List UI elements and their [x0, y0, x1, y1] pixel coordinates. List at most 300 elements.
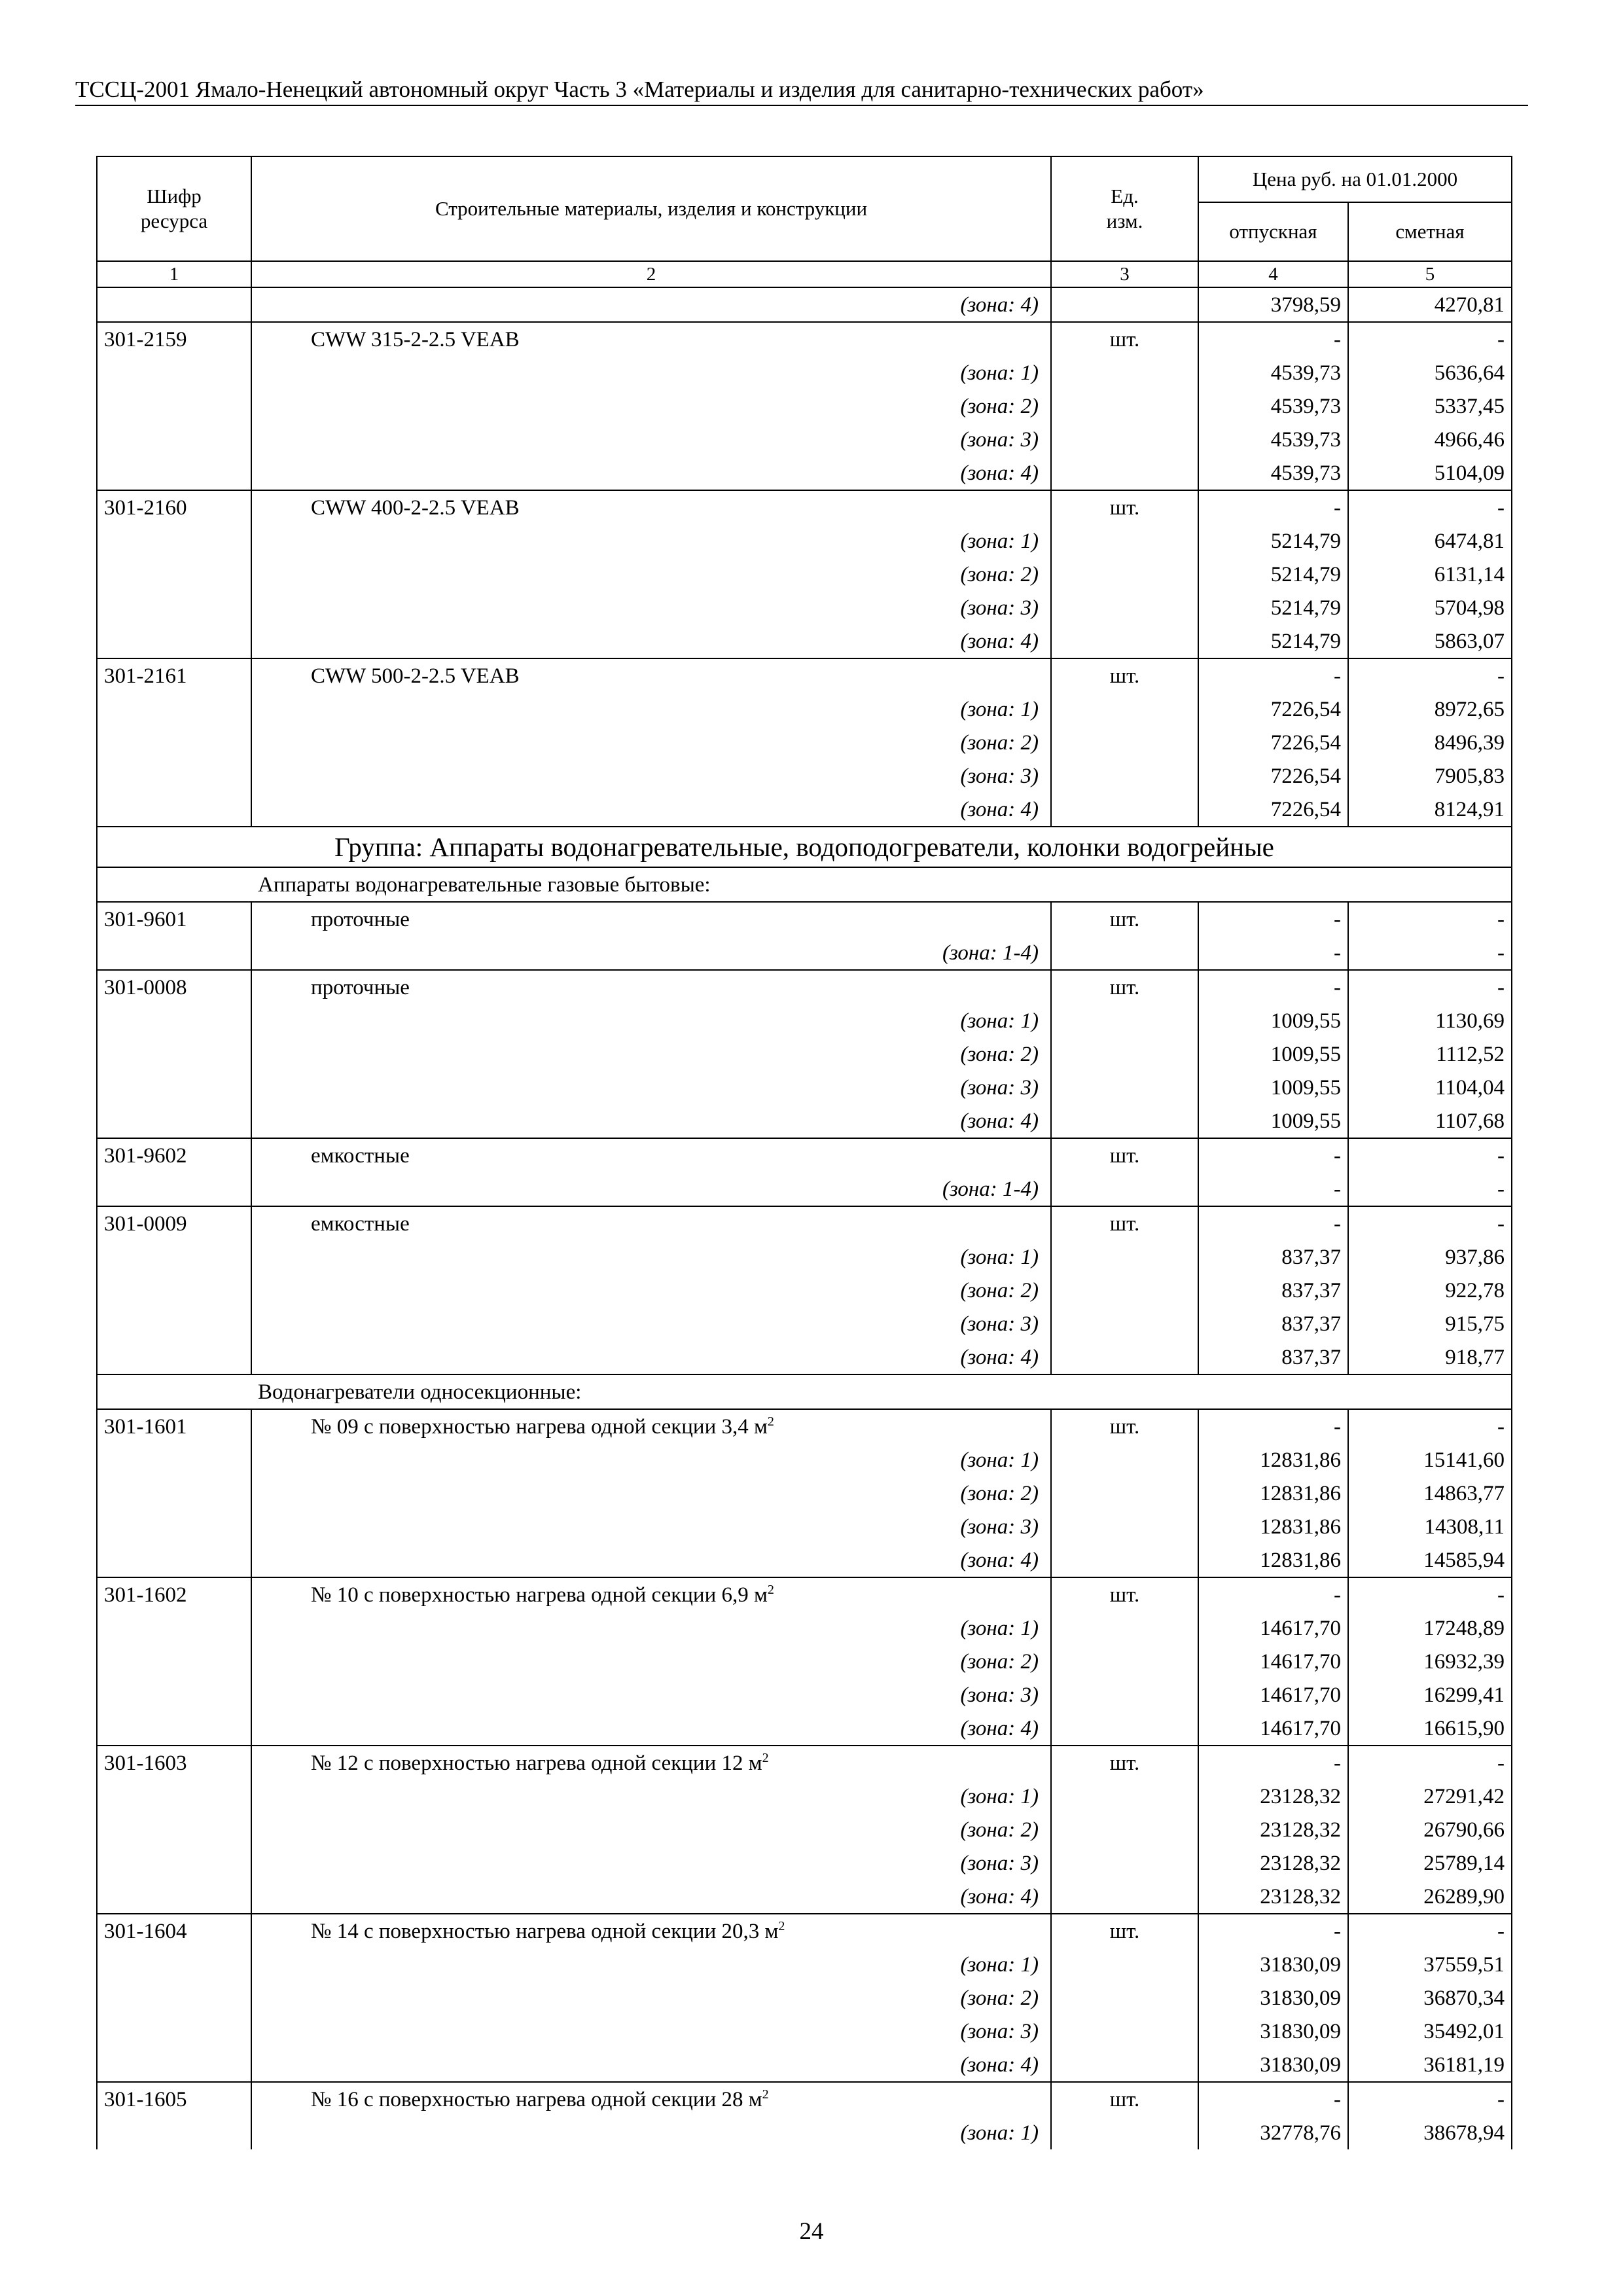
estimate-price: 918,77	[1348, 1340, 1512, 1374]
item-name-text: емкостные	[311, 1211, 410, 1236]
release-price: 7226,54	[1198, 759, 1348, 793]
estimate-price: 8496,39	[1348, 726, 1512, 759]
column-number: 4	[1198, 261, 1348, 287]
release-price: 7226,54	[1198, 726, 1348, 759]
item-name-text: № 09 с поверхностью нагрева одной секции 3,4 м	[311, 1414, 768, 1439]
table-row	[97, 1409, 1512, 1443]
resource-code	[97, 1240, 251, 1274]
zone-label: (зона: 4)	[251, 793, 1051, 827]
estimate-price: -	[1348, 1138, 1512, 1172]
resource-code	[97, 1037, 251, 1071]
item-name-text: № 16 с поверхностью нагрева одной секции 28 м	[311, 2087, 762, 2111]
item-name	[251, 902, 1051, 936]
estimate-price: 1107,68	[1348, 1104, 1512, 1138]
release-price: -	[1198, 970, 1348, 1004]
item-name	[251, 322, 1051, 356]
zone-row	[97, 423, 1512, 456]
release-price: 31830,09	[1198, 2015, 1348, 2048]
zone-row	[97, 624, 1512, 658]
resource-code	[97, 2048, 251, 2082]
unit-cell: шт.	[1051, 1138, 1198, 1172]
unit-cell	[1051, 423, 1198, 456]
resource-code	[97, 1712, 251, 1746]
resource-code	[97, 1645, 251, 1678]
release-price: -	[1198, 1577, 1348, 1611]
estimate-price: -	[1348, 658, 1512, 692]
resource-code: 301-1601	[97, 1409, 251, 1443]
zone-row	[97, 1611, 1512, 1645]
zone-row	[97, 1240, 1512, 1274]
release-price: -	[1198, 902, 1348, 936]
col-head-name: Строительные материалы, изделия и конструкции	[251, 156, 1051, 261]
item-name	[251, 1914, 1051, 1948]
release-price: 4539,73	[1198, 389, 1348, 423]
estimate-price: -	[1348, 1577, 1512, 1611]
subsection-title: Водонагреватели односекционные:	[97, 1374, 1512, 1409]
table-row	[97, 322, 1512, 356]
zone-row	[97, 1071, 1512, 1104]
estimate-price: 5337,45	[1348, 389, 1512, 423]
col-head-release-price: отпускная	[1198, 202, 1348, 261]
zone-label: (зона: 1)	[251, 1004, 1051, 1037]
estimate-price: 36181,19	[1348, 2048, 1512, 2082]
estimate-price: 25789,14	[1348, 1846, 1512, 1880]
resource-code	[97, 1004, 251, 1037]
subsection-row	[97, 867, 1512, 902]
unit-cell	[1051, 1071, 1198, 1104]
unit-cell	[1051, 1611, 1198, 1645]
unit-cell	[1051, 1813, 1198, 1846]
col-head-code: Шифр ресурса	[97, 156, 251, 261]
resource-code	[97, 287, 251, 322]
zone-label: (зона: 3)	[251, 1071, 1051, 1104]
unit-cell	[1051, 1340, 1198, 1374]
item-name-text: CWW 500-2-2.5 VEAB	[311, 664, 520, 688]
table-row	[97, 1914, 1512, 1948]
unit-cell	[1051, 1037, 1198, 1071]
release-price: 23128,32	[1198, 1846, 1348, 1880]
release-price: 1009,55	[1198, 1004, 1348, 1037]
estimate-price: 5863,07	[1348, 624, 1512, 658]
release-price: 5214,79	[1198, 591, 1348, 624]
unit-cell: шт.	[1051, 490, 1198, 524]
release-price: 1009,55	[1198, 1037, 1348, 1071]
resource-code	[97, 1172, 251, 1206]
unit-cell	[1051, 1712, 1198, 1746]
release-price: -	[1198, 1172, 1348, 1206]
group-title: Группа: Аппараты водонагревательные, водоподогреватели, колонки водогрейные	[97, 827, 1512, 867]
estimate-price: 38678,94	[1348, 2116, 1512, 2149]
estimate-price: 4270,81	[1348, 287, 1512, 322]
table-row	[97, 1577, 1512, 1611]
zone-row	[97, 1477, 1512, 1510]
release-price: 3798,59	[1198, 287, 1348, 322]
zone-label: (зона: 3)	[251, 423, 1051, 456]
resource-code	[97, 1477, 251, 1510]
zone-row	[97, 2116, 1512, 2149]
estimate-price: -	[1348, 322, 1512, 356]
resource-code: 301-2160	[97, 490, 251, 524]
unit-cell	[1051, 558, 1198, 591]
zone-label: (зона: 2)	[251, 1813, 1051, 1846]
zone-row	[97, 759, 1512, 793]
unit-cell	[1051, 2048, 1198, 2082]
resource-code	[97, 1274, 251, 1307]
release-price: 837,37	[1198, 1240, 1348, 1274]
unit-cell	[1051, 624, 1198, 658]
zone-row	[97, 1712, 1512, 1746]
zone-label: (зона: 1)	[251, 1611, 1051, 1645]
running-header: ТССЦ-2001 Ямало-Ненецкий автономный округ Часть 3 «Материалы и изделия для санитарно-технических работ»	[75, 77, 1204, 102]
release-price: 1009,55	[1198, 1104, 1348, 1138]
zone-label: (зона: 3)	[251, 1510, 1051, 1543]
unit-cell	[1051, 1543, 1198, 1577]
estimate-price: 8972,65	[1348, 692, 1512, 726]
resource-code: 301-9602	[97, 1138, 251, 1172]
zone-row	[97, 1340, 1512, 1374]
zone-row	[97, 1981, 1512, 2015]
zone-row	[97, 1948, 1512, 1981]
unit-cell	[1051, 1846, 1198, 1880]
zone-label: (зона: 2)	[251, 1274, 1051, 1307]
unit-cell: шт.	[1051, 658, 1198, 692]
zone-row	[97, 2015, 1512, 2048]
zone-row	[97, 1443, 1512, 1477]
release-price: -	[1198, 1206, 1348, 1240]
column-numbers-row	[97, 261, 1512, 287]
unit-exponent: 2	[778, 1918, 785, 1933]
zone-label: (зона: 1)	[251, 356, 1051, 389]
zone-label: (зона: 1-4)	[251, 936, 1051, 970]
item-name	[251, 1206, 1051, 1240]
zone-row	[97, 1678, 1512, 1712]
unit-cell	[1051, 456, 1198, 490]
unit-cell	[1051, 1274, 1198, 1307]
zone-row	[97, 558, 1512, 591]
estimate-price: -	[1348, 936, 1512, 970]
column-number: 5	[1348, 261, 1512, 287]
release-price: -	[1198, 1746, 1348, 1780]
unit-cell: шт.	[1051, 902, 1198, 936]
release-price: 7226,54	[1198, 692, 1348, 726]
zone-row	[97, 1880, 1512, 1914]
release-price: -	[1198, 936, 1348, 970]
zone-label: (зона: 4)	[251, 456, 1051, 490]
unit-cell	[1051, 591, 1198, 624]
zone-label: (зона: 4)	[251, 1712, 1051, 1746]
estimate-price: 16932,39	[1348, 1645, 1512, 1678]
resource-code	[97, 759, 251, 793]
resource-code	[97, 1780, 251, 1813]
resource-code	[97, 1846, 251, 1880]
unit-cell	[1051, 287, 1198, 322]
release-price: 837,37	[1198, 1307, 1348, 1340]
unit-exponent: 2	[762, 2087, 769, 2102]
zone-label: (зона: 1)	[251, 1780, 1051, 1813]
unit-cell: шт.	[1051, 1409, 1198, 1443]
table-row	[97, 490, 1512, 524]
resource-code: 301-1604	[97, 1914, 251, 1948]
unit-cell: шт.	[1051, 1206, 1198, 1240]
zone-row	[97, 356, 1512, 389]
table-row	[97, 1206, 1512, 1240]
estimate-price: 5104,09	[1348, 456, 1512, 490]
resource-code	[97, 1813, 251, 1846]
release-price: -	[1198, 1409, 1348, 1443]
zone-row	[97, 1274, 1512, 1307]
zone-label: (зона: 3)	[251, 591, 1051, 624]
unit-cell: шт.	[1051, 1577, 1198, 1611]
estimate-price: 4966,46	[1348, 423, 1512, 456]
release-price: 23128,32	[1198, 1780, 1348, 1813]
zone-label: (зона: 1)	[251, 2116, 1051, 2149]
unit-cell: шт.	[1051, 970, 1198, 1004]
resource-code	[97, 456, 251, 490]
unit-cell	[1051, 1981, 1198, 2015]
col-head-unit: Ед. изм.	[1051, 156, 1198, 261]
estimate-price: -	[1348, 1206, 1512, 1240]
zone-row	[97, 692, 1512, 726]
estimate-price: 1104,04	[1348, 1071, 1512, 1104]
estimate-price: 16299,41	[1348, 1678, 1512, 1712]
zone-label: (зона: 4)	[251, 1104, 1051, 1138]
item-name	[251, 658, 1051, 692]
unit-cell	[1051, 1948, 1198, 1981]
item-name-text: проточные	[311, 907, 410, 931]
resource-code	[97, 793, 251, 827]
resource-code: 301-1602	[97, 1577, 251, 1611]
release-price: 4539,73	[1198, 356, 1348, 389]
table-body	[97, 261, 1512, 2149]
zone-label: (зона: 1-4)	[251, 1172, 1051, 1206]
unit-cell	[1051, 1004, 1198, 1037]
zone-label: (зона: 4)	[251, 2048, 1051, 2082]
table-row	[97, 1138, 1512, 1172]
zone-label: (зона: 2)	[251, 1981, 1051, 2015]
header-rule	[75, 105, 1528, 106]
estimate-price: 5704,98	[1348, 591, 1512, 624]
unit-cell: шт.	[1051, 1914, 1198, 1948]
estimate-price: 1112,52	[1348, 1037, 1512, 1071]
zone-label: (зона: 4)	[251, 1880, 1051, 1914]
resource-code	[97, 1981, 251, 2015]
release-price: -	[1198, 2082, 1348, 2116]
release-price: 7226,54	[1198, 793, 1348, 827]
resource-code	[97, 726, 251, 759]
unit-exponent: 2	[767, 1582, 774, 1597]
item-name	[251, 1409, 1051, 1443]
zone-row	[97, 1037, 1512, 1071]
zone-label: (зона: 2)	[251, 558, 1051, 591]
estimate-price: 937,86	[1348, 1240, 1512, 1274]
zone-row	[97, 793, 1512, 827]
estimate-price: 27291,42	[1348, 1780, 1512, 1813]
resource-code	[97, 1543, 251, 1577]
estimate-price: 922,78	[1348, 1274, 1512, 1307]
resource-code	[97, 1443, 251, 1477]
zone-label: (зона: 2)	[251, 1645, 1051, 1678]
estimate-price: 36870,34	[1348, 1981, 1512, 2015]
unit-cell	[1051, 389, 1198, 423]
zone-row	[97, 1172, 1512, 1206]
resource-code: 301-2159	[97, 322, 251, 356]
estimate-price: 26289,90	[1348, 1880, 1512, 1914]
resource-code	[97, 591, 251, 624]
estimate-price: 915,75	[1348, 1307, 1512, 1340]
item-name	[251, 490, 1051, 524]
zone-row	[97, 1846, 1512, 1880]
unit-cell	[1051, 1678, 1198, 1712]
item-name-text: № 12 с поверхностью нагрева одной секции 12 м	[311, 1751, 762, 1775]
estimate-price: 35492,01	[1348, 2015, 1512, 2048]
table-row	[97, 2082, 1512, 2116]
zone-row	[97, 287, 1512, 322]
zone-label: (зона: 3)	[251, 1307, 1051, 1340]
item-name-text: № 10 с поверхностью нагрева одной секции 6,9 м	[311, 1583, 768, 1607]
resource-code	[97, 389, 251, 423]
zone-label: (зона: 4)	[251, 1340, 1051, 1374]
unit-cell: шт.	[1051, 1746, 1198, 1780]
zone-label: (зона: 3)	[251, 2015, 1051, 2048]
price-table	[96, 156, 1512, 2149]
estimate-price: -	[1348, 902, 1512, 936]
zone-label: (зона: 4)	[251, 287, 1051, 322]
zone-row	[97, 1780, 1512, 1813]
resource-code	[97, 524, 251, 558]
estimate-price: 16615,90	[1348, 1712, 1512, 1746]
col-head-estimate-price: сметная	[1348, 202, 1512, 261]
unit-cell	[1051, 1880, 1198, 1914]
estimate-price: 14585,94	[1348, 1543, 1512, 1577]
estimate-price: 14308,11	[1348, 1510, 1512, 1543]
table-row	[97, 902, 1512, 936]
unit-cell	[1051, 1443, 1198, 1477]
unit-cell	[1051, 2015, 1198, 2048]
table-row	[97, 658, 1512, 692]
zone-label: (зона: 1)	[251, 1240, 1051, 1274]
release-price: 32778,76	[1198, 2116, 1348, 2149]
zone-label: (зона: 3)	[251, 1846, 1051, 1880]
unit-cell	[1051, 692, 1198, 726]
release-price: 5214,79	[1198, 524, 1348, 558]
estimate-price: 6131,14	[1348, 558, 1512, 591]
estimate-price: 5636,64	[1348, 356, 1512, 389]
zone-row	[97, 389, 1512, 423]
resource-code	[97, 1307, 251, 1340]
column-number: 3	[1051, 261, 1198, 287]
zone-label: (зона: 2)	[251, 1037, 1051, 1071]
estimate-price: -	[1348, 1172, 1512, 1206]
zone-row	[97, 1813, 1512, 1846]
release-price: 4539,73	[1198, 423, 1348, 456]
column-number: 2	[251, 261, 1051, 287]
release-price: 14617,70	[1198, 1645, 1348, 1678]
unit-cell	[1051, 1307, 1198, 1340]
zone-label: (зона: 1)	[251, 1443, 1051, 1477]
unit-cell	[1051, 524, 1198, 558]
unit-cell	[1051, 1240, 1198, 1274]
table-head	[97, 156, 1512, 261]
zone-row	[97, 1004, 1512, 1037]
item-name	[251, 2082, 1051, 2116]
estimate-price: 17248,89	[1348, 1611, 1512, 1645]
estimate-price: -	[1348, 2082, 1512, 2116]
unit-cell	[1051, 1104, 1198, 1138]
release-price: -	[1198, 658, 1348, 692]
table-row	[97, 970, 1512, 1004]
resource-code: 301-9601	[97, 902, 251, 936]
resource-code	[97, 558, 251, 591]
zone-label: (зона: 1)	[251, 524, 1051, 558]
zone-row	[97, 524, 1512, 558]
release-price: 1009,55	[1198, 1071, 1348, 1104]
release-price: 12831,86	[1198, 1477, 1348, 1510]
unit-cell	[1051, 759, 1198, 793]
zone-label: (зона: 3)	[251, 1678, 1051, 1712]
col-head-price: Цена руб. на 01.01.2000	[1198, 156, 1512, 202]
unit-cell	[1051, 1510, 1198, 1543]
release-price: -	[1198, 1138, 1348, 1172]
zone-row	[97, 2048, 1512, 2082]
release-price: 23128,32	[1198, 1813, 1348, 1846]
item-name-text: проточные	[311, 975, 410, 999]
release-price: 14617,70	[1198, 1611, 1348, 1645]
estimate-price: 1130,69	[1348, 1004, 1512, 1037]
resource-code: 301-0009	[97, 1206, 251, 1240]
resource-code	[97, 936, 251, 970]
resource-code	[97, 2015, 251, 2048]
estimate-price: 14863,77	[1348, 1477, 1512, 1510]
release-price: 5214,79	[1198, 624, 1348, 658]
unit-exponent: 2	[767, 1414, 774, 1429]
unit-cell	[1051, 2116, 1198, 2149]
estimate-price: -	[1348, 1914, 1512, 1948]
resource-code	[97, 1104, 251, 1138]
unit-exponent: 2	[762, 1750, 769, 1765]
estimate-price: 8124,91	[1348, 793, 1512, 827]
page-number: 24	[799, 2218, 824, 2245]
unit-cell	[1051, 793, 1198, 827]
release-price: -	[1198, 1914, 1348, 1948]
release-price: 12831,86	[1198, 1443, 1348, 1477]
resource-code: 301-0008	[97, 970, 251, 1004]
estimate-price: 26790,66	[1348, 1813, 1512, 1846]
release-price: -	[1198, 490, 1348, 524]
zone-label: (зона: 2)	[251, 389, 1051, 423]
item-name-text: емкостные	[311, 1143, 410, 1168]
item-name	[251, 1138, 1051, 1172]
resource-code: 301-1605	[97, 2082, 251, 2116]
resource-code	[97, 1611, 251, 1645]
zone-row	[97, 936, 1512, 970]
resource-code	[97, 2116, 251, 2149]
item-name-text: CWW 315-2-2.5 VEAB	[311, 327, 520, 351]
unit-cell	[1051, 936, 1198, 970]
zone-label: (зона: 4)	[251, 1543, 1051, 1577]
release-price: 23128,32	[1198, 1880, 1348, 1914]
resource-code	[97, 1678, 251, 1712]
unit-cell	[1051, 1780, 1198, 1813]
subsection-row	[97, 1374, 1512, 1409]
resource-code	[97, 624, 251, 658]
item-name-text: № 14 с поверхностью нагрева одной секции 20,3 м	[311, 1919, 779, 1943]
release-price: 12831,86	[1198, 1510, 1348, 1543]
item-name	[251, 1577, 1051, 1611]
zone-label: (зона: 3)	[251, 759, 1051, 793]
zone-label: (зона: 2)	[251, 1477, 1051, 1510]
zone-row	[97, 1104, 1512, 1138]
group-row	[97, 827, 1512, 867]
